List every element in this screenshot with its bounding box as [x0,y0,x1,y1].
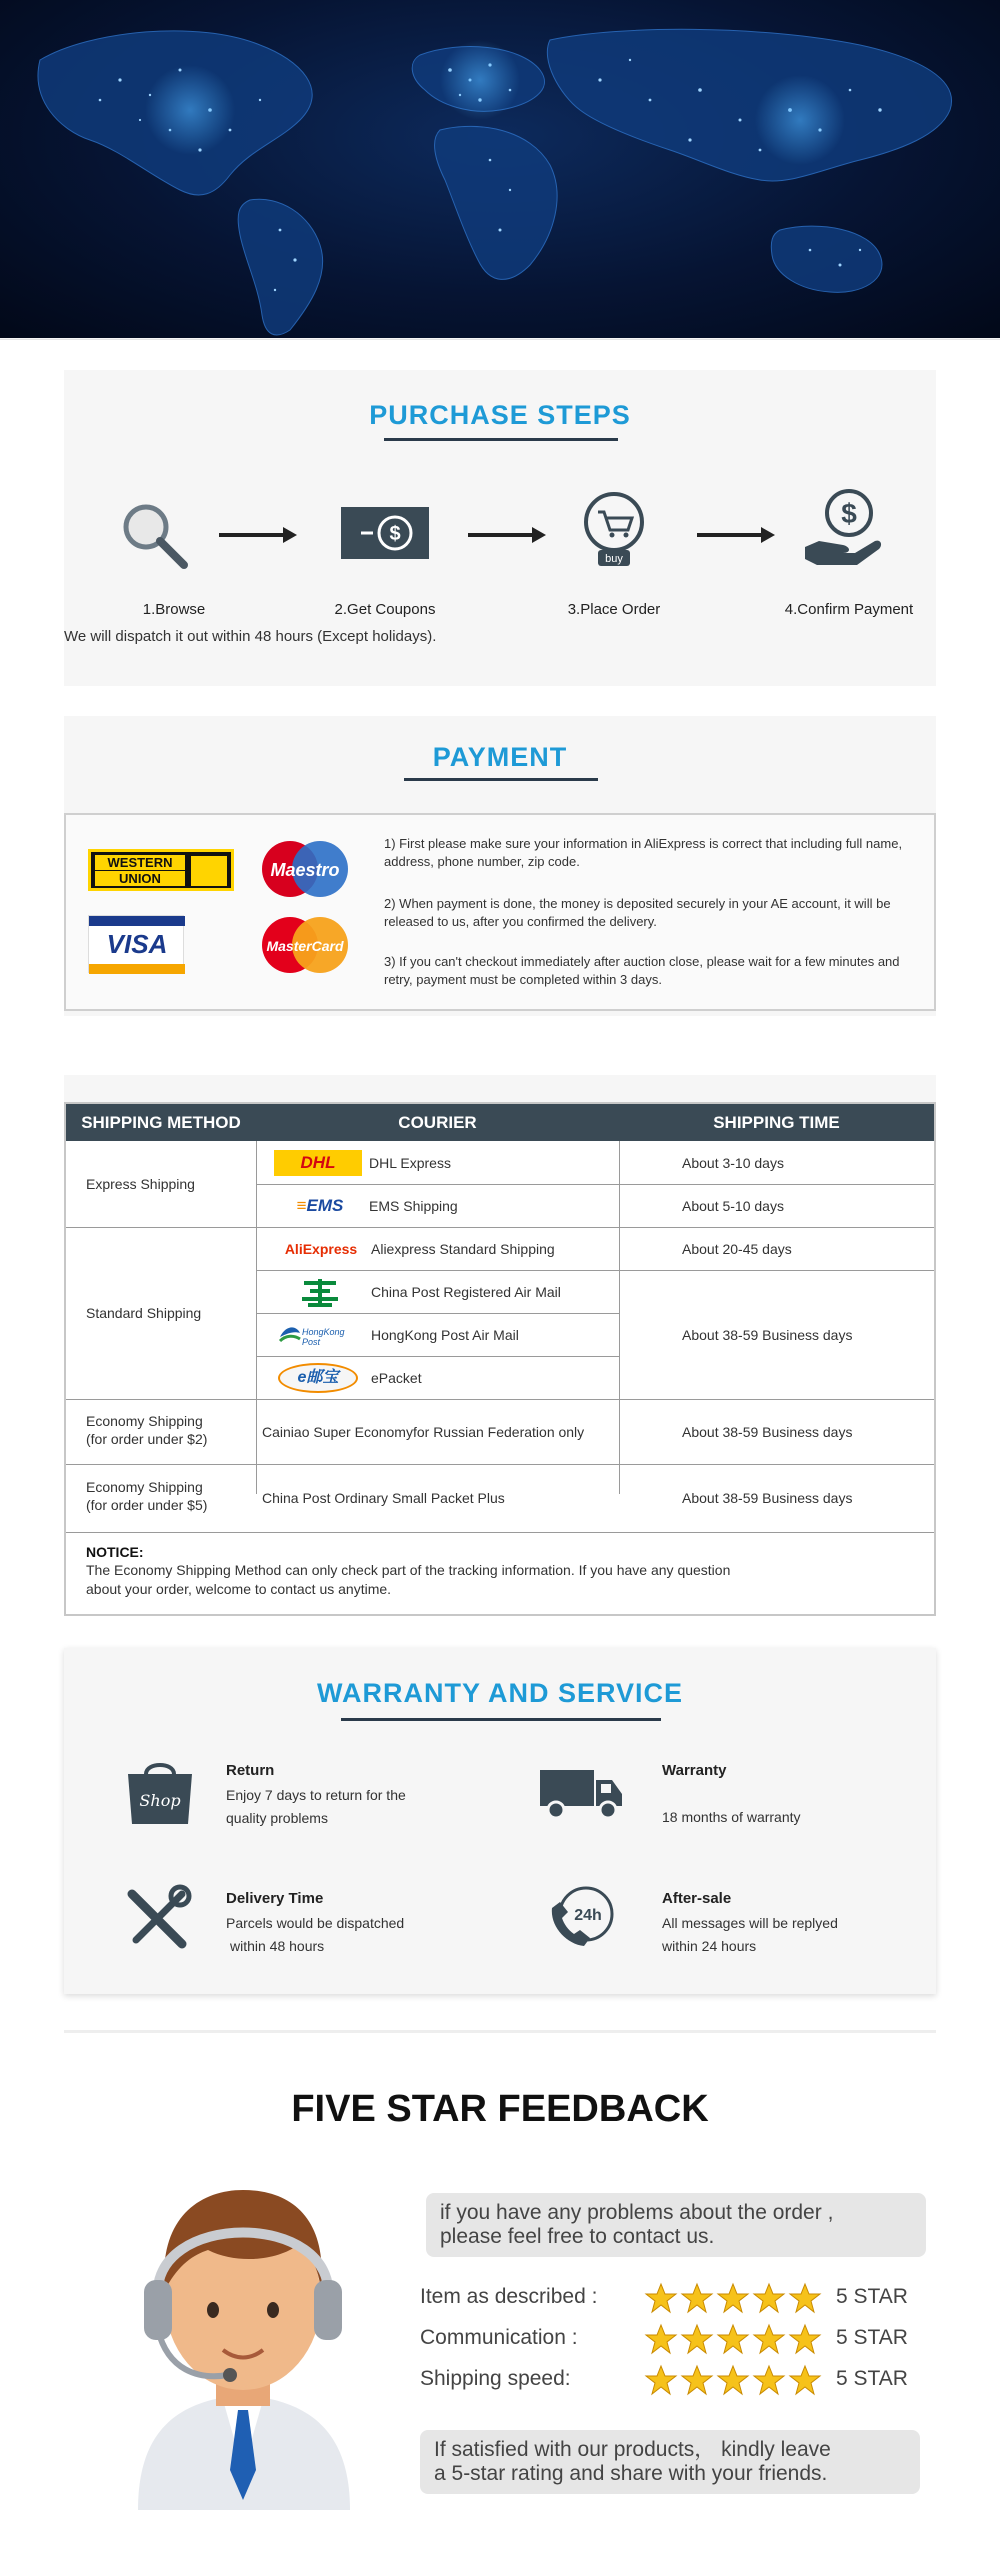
payment-note-3: 3) If you can't checkout immediately after auction close, please wait for a few minutes and retry, payment must be completed within 3 days. [384,954,900,987]
time-china-post-small: About 38-59 Business days [682,1490,853,1506]
payment-box [64,813,936,1011]
tools-icon [122,1884,192,1954]
aftersale-text: All messages will be replyed within 24 hours [662,1915,838,1954]
purchase-steps-panel [64,370,936,686]
rating-value-item: 5 STAR [836,2285,908,2308]
header-shipping-method: SHIPPING METHOD [66,1104,256,1141]
star-rating-shipping [644,2364,824,2398]
method-economy-2: Economy Shipping (for order under $2) [86,1413,208,1447]
china-post-logo [298,1277,342,1309]
rating-label-item: Item as described : [420,2285,598,2308]
shopping-bag-icon [122,1758,198,1828]
grid-line [256,1356,619,1357]
svg-text:$: $ [389,523,401,545]
star-icon [754,2325,784,2353]
time-ems: About 5-10 days [682,1197,784,1214]
step-place-order [567,488,661,618]
hero-world-map [0,0,1000,340]
dhl-logo: DHL [274,1150,362,1176]
payment-panel [64,716,936,1016]
header-courier: COURIER [256,1104,619,1141]
arrow-icon [697,533,765,537]
aliexpress-logo: AliExpress [284,1241,358,1257]
star-icon [718,2325,748,2353]
return-text: Enjoy 7 days to return for the quality problems [226,1787,406,1826]
shipping-table [64,1102,936,1616]
phone-24h-icon [546,1882,618,1952]
mastercard-logo [258,915,352,975]
notice-title: NOTICE: [86,1544,144,1560]
hero-divider [0,338,1000,340]
dispatch-note: We will dispatch it out within 48 hours (Except holidays). [64,628,437,645]
star-icon [754,2284,784,2312]
notice-line-2: about your order, welcome to contact us anytime. [86,1581,392,1597]
star-icon [682,2366,712,2394]
svg-text:Shop: Shop [139,1791,181,1810]
world-map-image [0,0,1000,340]
warranty-panel [64,1648,936,1994]
time-aliexpress: About 20-45 days [682,1240,792,1257]
cart-icon [582,488,646,576]
star-icon [646,2284,676,2312]
payment-note-1: 1) First please make sure your information in AliExpress is correct that including full name, address, phone number, zip code. [384,836,903,869]
step-confirm-payment [784,485,914,618]
arrow-icon [219,533,287,537]
return-title: Return [226,1762,275,1779]
warranty-title: WARRANTY AND SERVICE [316,1678,684,1708]
courier-dhl: DHL Express [369,1154,451,1171]
notice-line-1: The Economy Shipping Method can only check part of the tracking information. If you have any question [86,1562,731,1578]
arrow-icon [468,533,536,537]
courier-china-post: China Post Registered Air Mail [371,1283,561,1300]
star-icon [646,2325,676,2353]
courier-epacket: ePacket [371,1369,422,1386]
courier-ems: EMS Shipping [369,1197,458,1214]
title-underline [404,778,598,781]
courier-china-post-small: China Post Ordinary Small Packet Plus [262,1490,505,1506]
svg-text:Maestro: Maestro [270,860,340,880]
customer-service-avatar [118,2170,368,2510]
svg-text:$: $ [841,498,857,529]
grid-line [256,1184,934,1185]
rating-label-shipping: Shipping speed: [420,2367,571,2390]
section-divider [64,2030,936,2033]
step-label: 2.Get Coupons [334,601,436,618]
method-standard: Standard Shipping [86,1305,202,1321]
coupon-icon [339,495,431,575]
title-underline [341,1718,661,1721]
star-icon [790,2284,820,2312]
purchase-steps-title: PURCHASE STEPS [369,400,631,430]
five-star-feedback-title: FIVE STAR FEEDBACK [291,2088,709,2130]
delivery-title: Delivery Time [226,1890,324,1907]
hand-dollar-icon [799,485,885,571]
star-rating-item [644,2282,824,2316]
star-icon [790,2366,820,2394]
delivery-text: Parcels would be dispatched within 48 hours [226,1915,405,1954]
hongkong-post-logo: HongKong Post [278,1321,358,1349]
star-icon [682,2284,712,2312]
aftersale-title: After-sale [662,1890,732,1907]
maestro-logo [258,839,352,899]
grid-line [256,1141,257,1494]
review-request-bubble: If satisfied with our products， kindly leave a 5-star rating and share with your friends. [420,2430,920,2494]
visa-logo: VISA [88,915,184,973]
time-standard-other: About 38-59 Business days [682,1326,853,1343]
grid-line [619,1141,620,1494]
grid-line [66,1532,934,1533]
buy-badge: buy [605,553,623,565]
warranty-item-title: Warranty [662,1762,727,1779]
courier-hongkong-post: HongKong Post Air Mail [371,1326,519,1343]
time-dhl: About 3-10 days [682,1154,784,1171]
star-icon [718,2284,748,2312]
magnifier-icon [114,495,194,575]
payment-note-2: 2) When payment is done, the money is deposited securely in your AE account, it will be released to us, after you confirmed the delivery. [384,896,891,929]
rating-value-communication: 5 STAR [836,2326,908,2349]
header-shipping-time: SHIPPING TIME [619,1104,934,1141]
epacket-logo: e邮宝 [278,1363,358,1393]
star-icon [682,2325,712,2353]
rating-value-shipping: 5 STAR [836,2367,908,2390]
star-rating-communication [644,2323,824,2357]
ems-logo: ≡EMS [296,1196,344,1215]
shipping-top-strip [64,1075,936,1105]
truck-icon [538,1766,624,1822]
star-icon [646,2366,676,2394]
star-icon [718,2366,748,2394]
rating-label-communication: Communication : [420,2326,578,2349]
step-label: 1.Browse [142,601,206,618]
method-express: Express Shipping [86,1176,195,1192]
time-cainiao: About 38-59 Business days [682,1423,853,1440]
method-economy-5: Economy Shipping (for order under $5) [86,1479,208,1513]
courier-cainiao: Cainiao Super Economyfor Russian Federation only [262,1423,585,1440]
western-union-logo: WESTERN UNION [88,849,234,891]
step-label: 3.Place Order [567,601,661,618]
svg-text:24h: 24h [574,1907,602,1924]
step-label: 4.Confirm Payment [784,601,914,618]
svg-text:MasterCard: MasterCard [266,938,344,954]
courier-aliexpress: Aliexpress Standard Shipping [371,1240,555,1257]
contact-bubble: if you have any problems about the order , please feel free to contact us. [426,2193,926,2257]
payment-title: PAYMENT [432,742,568,772]
step-get-coupons [334,495,436,618]
title-underline [384,438,618,441]
step-browse [114,495,206,618]
warranty-item-text: 18 months of warranty [662,1809,801,1825]
star-icon [790,2325,820,2353]
star-icon [754,2366,784,2394]
